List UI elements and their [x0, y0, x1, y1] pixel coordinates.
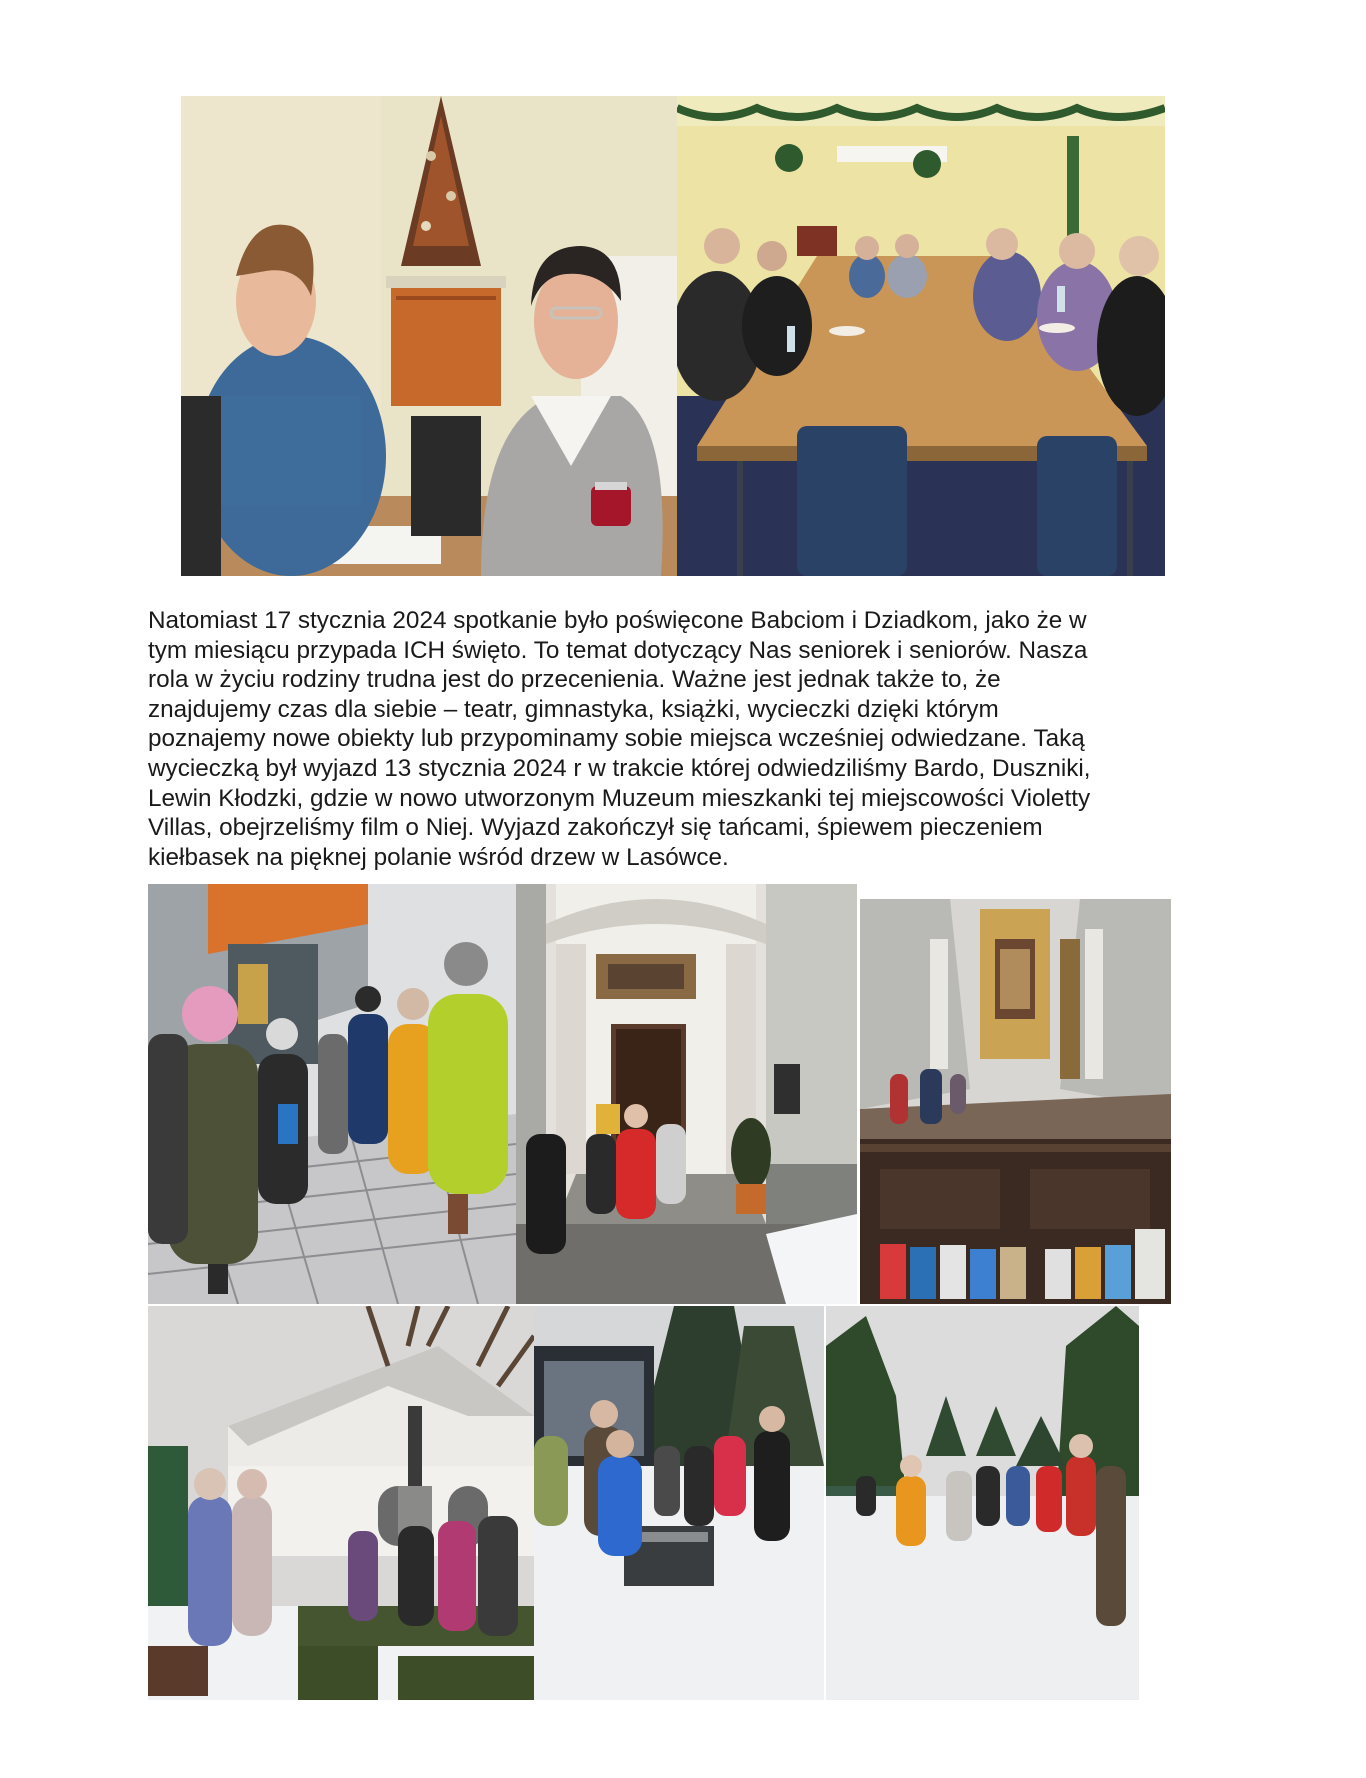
paragraph-line: wycieczką był wyjazd 13 stycznia 2024 r w trakcie której odwiedziliśmy Bardo, Duszniki,	[148, 754, 1091, 782]
paragraph-line: Natomiast 17 stycznia 2024 spotkanie było poświęcone Babciom i Dziadkom, jako że w	[148, 607, 1087, 634]
paragraph-line: poznajemy nowe obiekty lub przypominamy sobie miejsca wcześniej odwiedzane. Taką	[148, 725, 1085, 753]
paragraph-line: rola w życiu rodziny trudna jest do przecenienia. Ważne jest jednak także to, że	[148, 666, 1001, 694]
paragraph-line: znajdujemy czas dla siebie – teatr, gimnastyka, książki, wycieczki dzięki którym	[148, 695, 999, 723]
photo-women-at-meeting	[181, 96, 677, 576]
paragraph-line: kiełbasek na pięknej polanie wśród drzew w Lasówce.	[148, 843, 729, 871]
paragraph-line: Villas, obejrzeliśmy film o Niej. Wyjazd zakończył się tańcami, śpiewem pieczeniem	[148, 814, 1043, 842]
photo-monument-park	[148, 1306, 534, 1700]
photo-group-on-street	[148, 884, 516, 1304]
paragraph-line: tym miesiącu przypada ICH święto. To temat dotyczący Nas seniorek i seniorów. Nasza	[148, 636, 1088, 664]
photo-snowy-clearing	[826, 1306, 1139, 1700]
photo-meeting-room	[677, 96, 1165, 576]
article-paragraph	[148, 606, 1228, 872]
photo-church-interior	[860, 899, 1171, 1304]
paragraph-line: Lewin Kłodzki, gdzie w nowo utworzonym Muzeum mieszkanki tej miejscowości Violetty	[148, 784, 1091, 812]
photo-group-museum	[534, 1306, 824, 1700]
photo-church-entrance	[516, 884, 857, 1304]
